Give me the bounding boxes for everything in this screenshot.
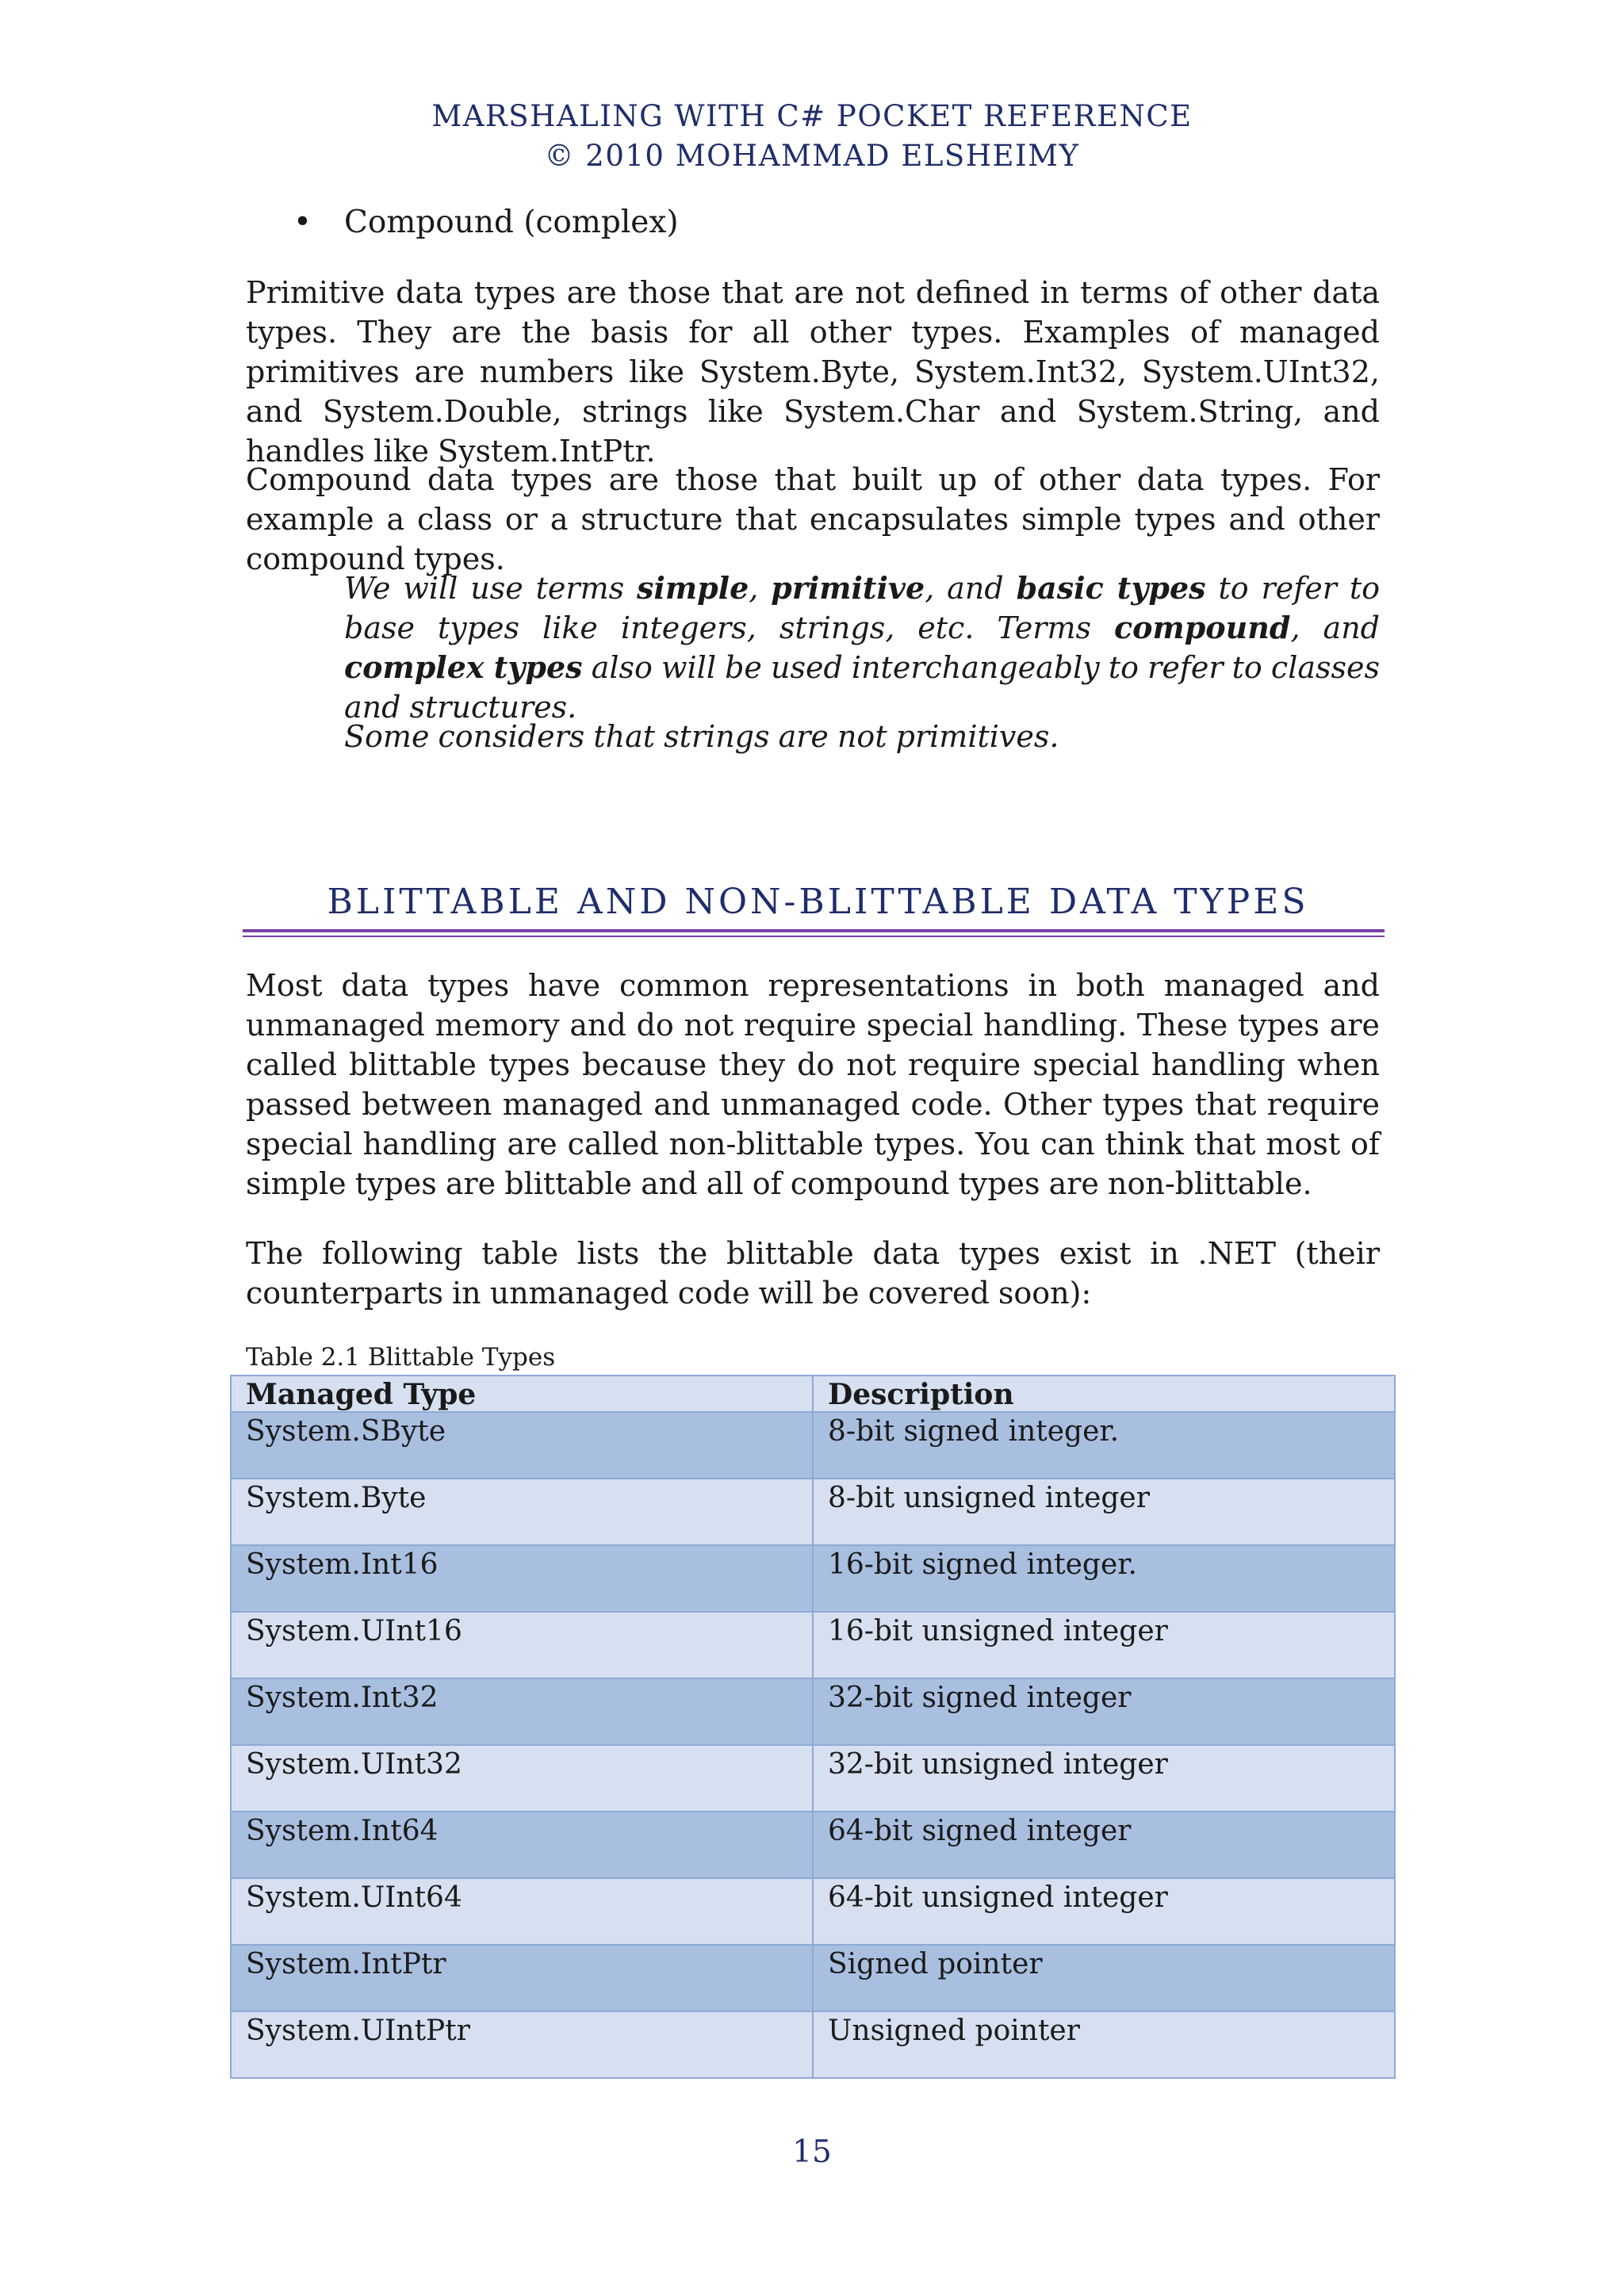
bullet-text: Compound (complex) [344, 205, 679, 240]
description-cell: 32-bit unsigned integer [813, 1745, 1395, 1812]
managed-type-cell: System.UInt16 [231, 1612, 813, 1678]
primitive-paragraph: Primitive data types are those that are not defined in terms of other data types. They are the basis for all other types. Examples of managed primitives are numbers like System.Byte, System.Int32, System.UInt32, and System.Double, strings like System.Char and System.String, and handles like System.IntPtr. [246, 275, 1380, 469]
managed-type-cell: System.UInt64 [231, 1878, 813, 1945]
managed-type-cell: System.UIntPtr [231, 2011, 813, 2078]
note-text: to refer to base types like integers, strings, etc. Terms [344, 571, 1380, 645]
table-row [231, 1612, 1395, 1678]
managed-type-cell: System.Int16 [231, 1545, 813, 1612]
note-text: , and [925, 571, 1017, 606]
running-header [0, 97, 1624, 176]
table-caption: Table 2.1 Blittable Types [246, 1343, 556, 1372]
description-cell: 64-bit unsigned integer [813, 1878, 1395, 1945]
description-cell: 16-bit unsigned integer [813, 1612, 1395, 1678]
note-text: , [749, 571, 772, 606]
note-term-basic-types: basic types [1016, 570, 1206, 606]
note-term-compound: compound [1114, 610, 1291, 645]
table-header-row [231, 1376, 1395, 1412]
managed-type-cell: System.SByte [231, 1412, 813, 1479]
heading-rule-thin [243, 936, 1385, 937]
table-row [231, 1812, 1395, 1878]
note-text: , and [1290, 610, 1380, 645]
description-cell: 16-bit signed integer. [813, 1545, 1395, 1612]
table-row [231, 1412, 1395, 1479]
note-term-complex-types: complex types [344, 649, 583, 685]
description-cell: 8-bit signed integer. [813, 1412, 1395, 1479]
note-term-simple: simple [637, 570, 749, 606]
column-header-description: Description [813, 1376, 1395, 1412]
blittable-paragraph: Most data types have common representations in both managed and unmanaged memory and do not require special handling. These types are called blittable types because they do not require special handling when passed between managed and unmanaged code. Other types that require special handling are called non-blittable types. You can think that most of simple types are blittable and all of compound types are non-blittable. [246, 968, 1380, 1201]
header-copyright: © 2010 MOHAMMAD ELSHEIMY [544, 139, 1080, 173]
note-terms [344, 568, 1380, 727]
managed-type-cell: System.UInt32 [231, 1745, 813, 1812]
column-header-managed-type: Managed Type [231, 1376, 813, 1412]
managed-type-cell: System.Int64 [231, 1812, 813, 1878]
description-cell: Unsigned pointer [813, 2011, 1395, 2078]
managed-type-cell: System.IntPtr [231, 1945, 813, 2011]
heading-rule [243, 929, 1385, 932]
description-cell: 8-bit unsigned integer [813, 1479, 1395, 1545]
table-row [231, 1678, 1395, 1745]
note-term-primitive: primitive [771, 570, 925, 606]
managed-type-cell: System.Byte [231, 1479, 813, 1545]
page-number: 15 [792, 2134, 832, 2170]
table-intro-paragraph: The following table lists the blittable data types exist in .NET (their counterparts in unmanaged code will be covered soon): [246, 1236, 1380, 1311]
table-row [231, 1479, 1395, 1545]
table-row [231, 1945, 1395, 2011]
blittable-types-table [230, 1375, 1396, 2079]
description-cell: 64-bit signed integer [813, 1812, 1395, 1878]
note-text: also will be used interchangeably to refer to classes and structures. [344, 650, 1380, 725]
managed-type-cell: System.Int32 [231, 1678, 813, 1745]
bullet-icon: • [293, 205, 312, 240]
description-cell: Signed pointer [813, 1945, 1395, 2011]
table-row [231, 1545, 1395, 1612]
note-strings: Some considers that strings are not primitives. [344, 719, 1059, 754]
table-row [231, 2011, 1395, 2078]
section-heading: BLITTABLE AND NON-BLITTABLE DATA TYPES [327, 882, 1309, 922]
table-row [231, 1878, 1395, 1945]
note-text: We will use terms [344, 571, 638, 606]
description-cell: 32-bit signed integer [813, 1678, 1395, 1745]
table-row [231, 1745, 1395, 1812]
compound-paragraph: Compound data types are those that built up of other data types. For example a class or a structure that encapsulates simple types and other compound types. [246, 462, 1380, 576]
header-title: MARSHALING WITH C# POCKET REFERENCE [431, 99, 1193, 133]
